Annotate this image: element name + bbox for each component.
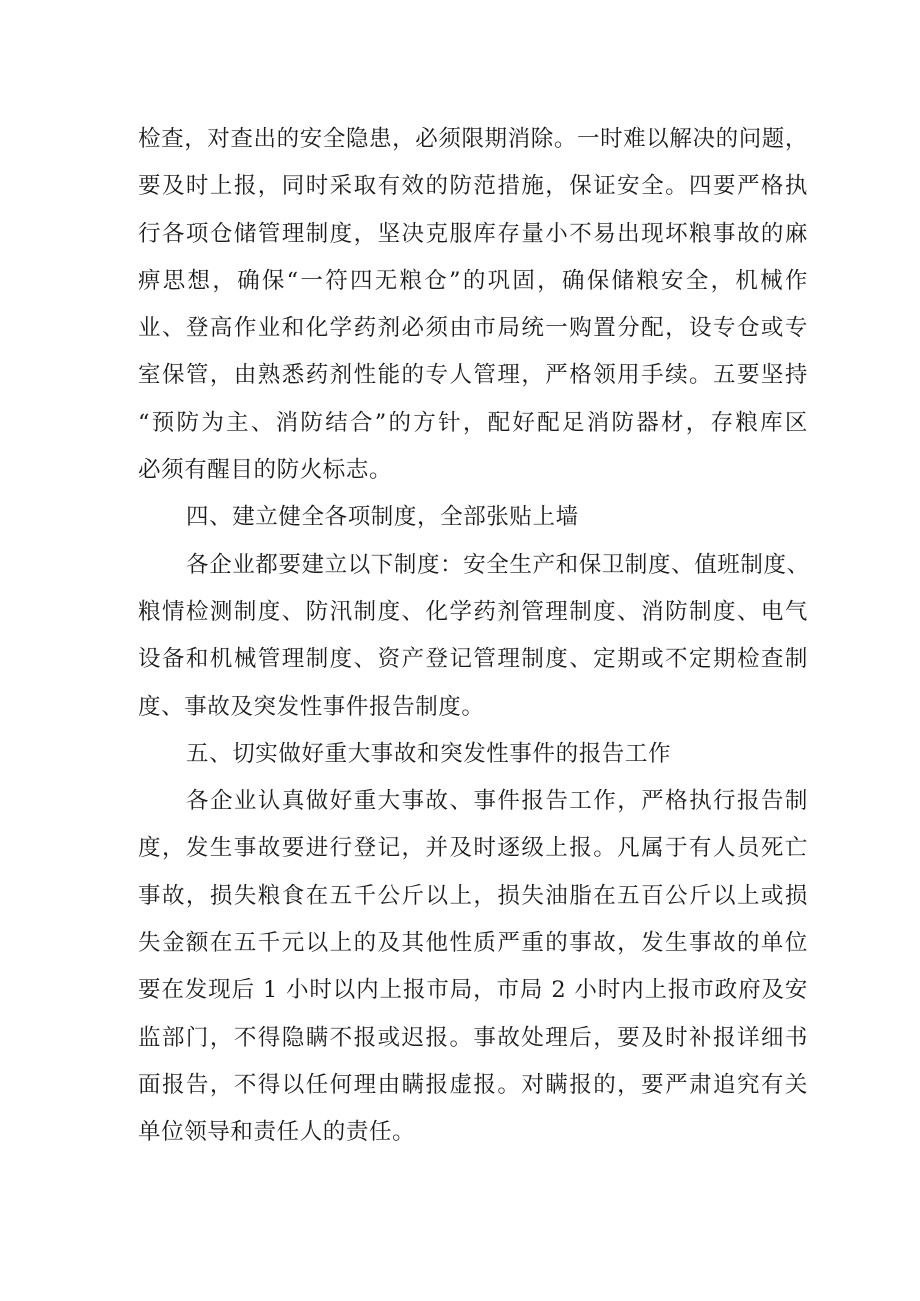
paragraph-2-line-3: 设备和机械管理制度、资产登记管理制度、定期或不定期检查制 (138, 646, 808, 673)
paragraph-1-line-5: 业、登高作业和化学药剂必须由市局统一购置分配，设专仓或专 (138, 315, 808, 342)
paragraph-2-line-2: 粮情检测制度、防汛制度、化学药剂管理制度、消防制度、电气 (138, 598, 808, 625)
paragraph-3-line-4: 失金额在五千元以上的及其他性质严重的事故，发生事故的单位 (138, 930, 808, 957)
paragraph-1-line-8: 必须有醒目的防火标志。 (138, 457, 393, 484)
paragraph-3-line-2: 度，发生事故要进行登记，并及时逐级上报。凡属于有人员死亡 (138, 835, 808, 862)
paragraph-1-line-3: 行各项仓储管理制度，坚决克服库存量小不易出现坏粮事故的麻 (138, 220, 808, 247)
paragraph-1-line-7: “预防为主、消防结合”的方针，配好配足消防器材，存粮库区 (138, 409, 808, 436)
document-body (138, 116, 808, 1157)
paragraph-3-line-8: 单位领导和责任人的责任。 (138, 1119, 416, 1146)
paragraph-2-line-1: 各企业都要建立以下制度：安全生产和保卫制度、值班制度、 (186, 551, 810, 578)
paragraph-1-line-4: 痹思想，确保“一符四无粮仓”的巩固，确保储粮安全，机械作 (138, 267, 808, 294)
section-heading-5: 五、切实做好重大事故和突发性事件的报告工作 (186, 740, 672, 767)
paragraph-2-line-4: 度、事故及突发性事件报告制度。 (138, 693, 485, 720)
paragraph-1-line-6: 室保管，由熟悉药剂性能的专人管理，严格领用手续。五要坚持 (138, 362, 808, 389)
paragraph-1-line-2: 要及时上报，同时采取有效的防范措施，保证安全。四要严格执 (138, 173, 808, 200)
paragraph-1-line-1: 检查，对查出的安全隐患，必须限期消除。一时难以解决的问题， (138, 126, 808, 152)
paragraph-3-line-5: 要在发现后 1 小时以内上报市局，市局 2 小时内上报市政府及安 (138, 977, 808, 1004)
section-heading-4: 四、建立健全各项制度，全部张贴上墙 (186, 504, 579, 531)
paragraph-3-line-1: 各企业认真做好重大事故、事件报告工作，严格执行报告制 (186, 788, 808, 815)
paragraph-3-line-3: 事故，损失粮食在五千公斤以上，损失油脂在五百公斤以上或损 (138, 882, 808, 909)
paragraph-3-line-7: 面报告，不得以任何理由瞒报虚报。对瞒报的，要严肃追究有关 (138, 1071, 808, 1098)
paragraph-3-line-6: 监部门，不得隐瞒不报或迟报。事故处理后，要及时补报详细书 (138, 1024, 808, 1051)
